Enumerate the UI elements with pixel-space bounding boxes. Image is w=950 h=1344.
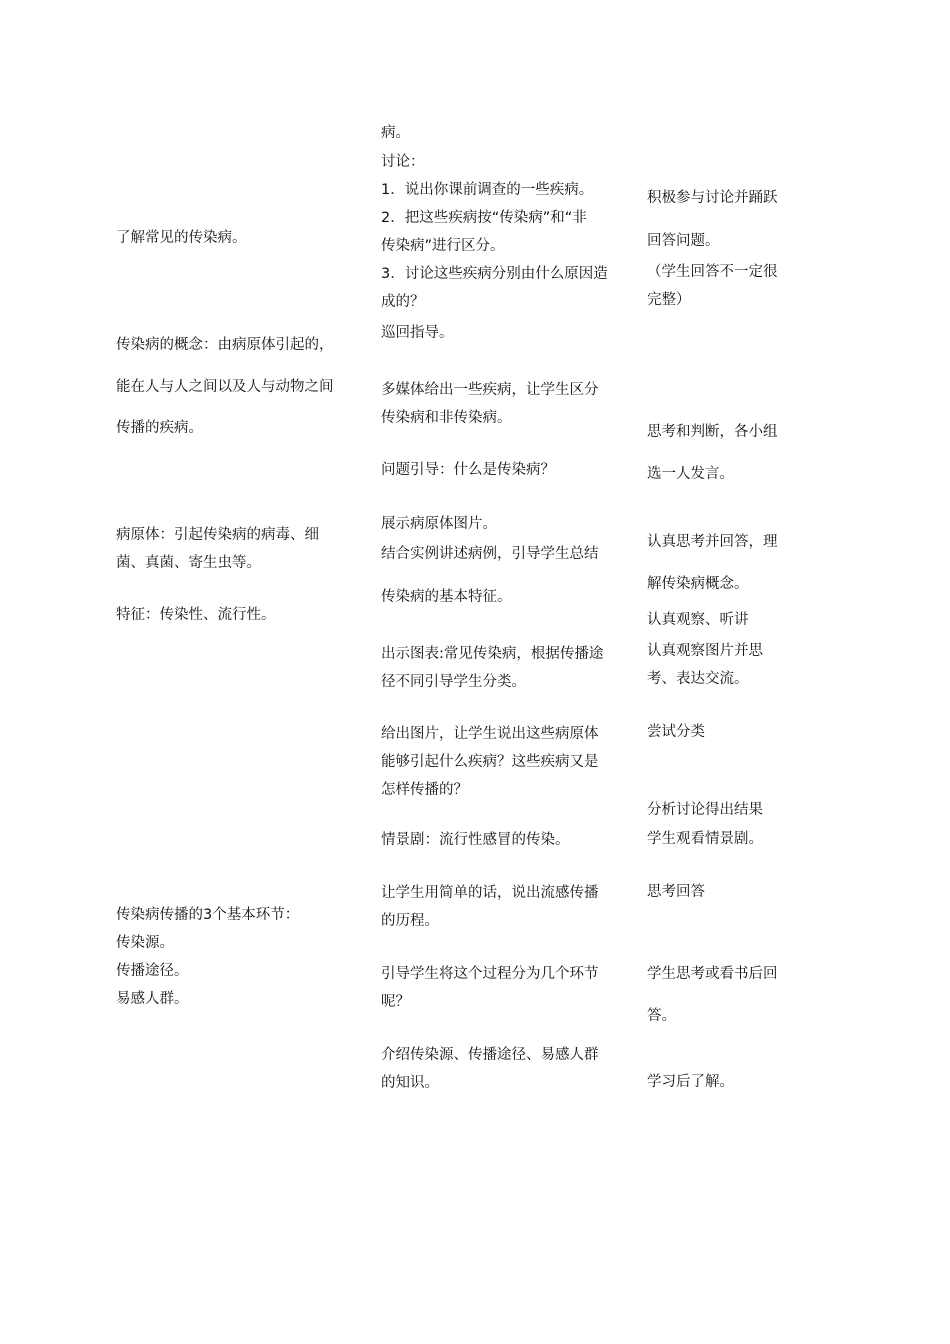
text-pictures-line-1: 给出图片，让学生说出这些病原体 bbox=[381, 726, 599, 742]
text-discuss-item-2: 2．把这些疾病按“传染病”和“非 bbox=[381, 210, 587, 226]
text-think-judge-line-2: 选一人发言。 bbox=[647, 466, 734, 482]
text-think-answer-line-2: 解传染病概念。 bbox=[647, 576, 749, 592]
text-observe-picture-line-2: 考、表达交流。 bbox=[647, 671, 749, 687]
text-think-reply: 思考回答 bbox=[647, 884, 705, 900]
text-example-line-1: 结合实例讲述病例，引导学生总结 bbox=[381, 546, 599, 562]
text-link-route: 传播途径。 bbox=[116, 963, 189, 979]
text-learn: 学习后了解。 bbox=[647, 1074, 734, 1090]
text-links-title: 传染病传播的3个基本环节： bbox=[116, 907, 300, 923]
text-pictures-line-3: 怎样传播的？ bbox=[381, 782, 468, 798]
text-show-pathogen: 展示病原体图片。 bbox=[381, 516, 497, 532]
text-guide-steps-line-2: 呢？ bbox=[381, 994, 410, 1010]
text-discuss-item-3: 3．讨论这些疾病分别由什么原因造 bbox=[381, 266, 608, 282]
text-pictures-line-2: 能够引起什么疾病？这些疾病又是 bbox=[381, 754, 599, 770]
text-discuss-answer-line-1: 积极参与讨论并踊跃 bbox=[647, 190, 778, 206]
text-chart-line-2: 径不同引导学生分类。 bbox=[381, 674, 526, 690]
text-introduce-line-2: 的知识。 bbox=[381, 1075, 439, 1091]
text-discuss-item-1: 1．说出你课前调查的一些疾病。 bbox=[381, 182, 594, 198]
text-watch-drama: 学生观看情景剧。 bbox=[647, 831, 763, 847]
text-concept-line-3: 传播的疾病。 bbox=[116, 420, 203, 436]
text-pathogen-line-2: 菌、真菌、寄生虫等。 bbox=[116, 555, 261, 571]
text-try-classify: 尝试分类 bbox=[647, 724, 705, 740]
text-discuss-answer-line-3: （学生回答不一定很 bbox=[647, 264, 778, 280]
text-describe-line-2: 的历程。 bbox=[381, 913, 439, 929]
text-describe-line-1: 让学生用简单的话，说出流感传播 bbox=[381, 885, 599, 901]
text-patrol: 巡回指导。 bbox=[381, 325, 454, 341]
text-link-source: 传染源。 bbox=[116, 935, 174, 951]
text-think-judge-line-1: 思考和判断，各小组 bbox=[647, 424, 778, 440]
text-analyze: 分析讨论得出结果 bbox=[647, 802, 763, 818]
text-concept-line-2: 能在人与人之间以及人与动物之间 bbox=[116, 379, 334, 395]
text-think-book-line-1: 学生思考或看书后回 bbox=[647, 966, 778, 982]
text-drama: 情景剧：流行性感冒的传染。 bbox=[381, 832, 570, 848]
text-know-common-diseases: 了解常见的传染病。 bbox=[116, 230, 247, 246]
text-question: 问题引导：什么是传染病？ bbox=[381, 462, 555, 478]
text-discuss-item-3-cont: 成的？ bbox=[381, 294, 425, 310]
text-concept-line-1: 传染病的概念：由病原体引起的， bbox=[116, 337, 334, 353]
text-link-susceptible: 易感人群。 bbox=[116, 991, 189, 1007]
text-discuss-answer-line-4: 完整） bbox=[647, 292, 691, 308]
text-media-line-2: 传染病和非传染病。 bbox=[381, 410, 512, 426]
text-example-line-2: 传染病的基本特征。 bbox=[381, 589, 512, 605]
text-discuss-answer-line-2: 回答问题。 bbox=[647, 233, 720, 249]
text-introduce-line-1: 介绍传染源、传播途径、易感人群 bbox=[381, 1047, 599, 1063]
text-chart-line-1: 出示图表:常见传染病，根据传播途 bbox=[381, 646, 604, 662]
text-discuss-item-2-cont: 传染病”进行区分。 bbox=[381, 238, 505, 254]
text-top-fragment: 病。 bbox=[381, 125, 410, 141]
text-features: 特征：传染性、流行性。 bbox=[116, 607, 276, 623]
text-observe-listen: 认真观察、听讲 bbox=[647, 612, 749, 628]
text-guide-steps-line-1: 引导学生将这个过程分为几个环节 bbox=[381, 966, 599, 982]
text-media-line-1: 多媒体给出一些疾病，让学生区分 bbox=[381, 382, 599, 398]
text-think-answer-line-1: 认真思考并回答，理 bbox=[647, 534, 778, 550]
text-pathogen-line-1: 病原体：引起传染病的病毒、细 bbox=[116, 527, 319, 543]
text-observe-picture-line-1: 认真观察图片并思 bbox=[647, 643, 763, 659]
text-think-book-line-2: 答。 bbox=[647, 1008, 676, 1024]
text-discuss-title: 讨论： bbox=[381, 154, 425, 170]
